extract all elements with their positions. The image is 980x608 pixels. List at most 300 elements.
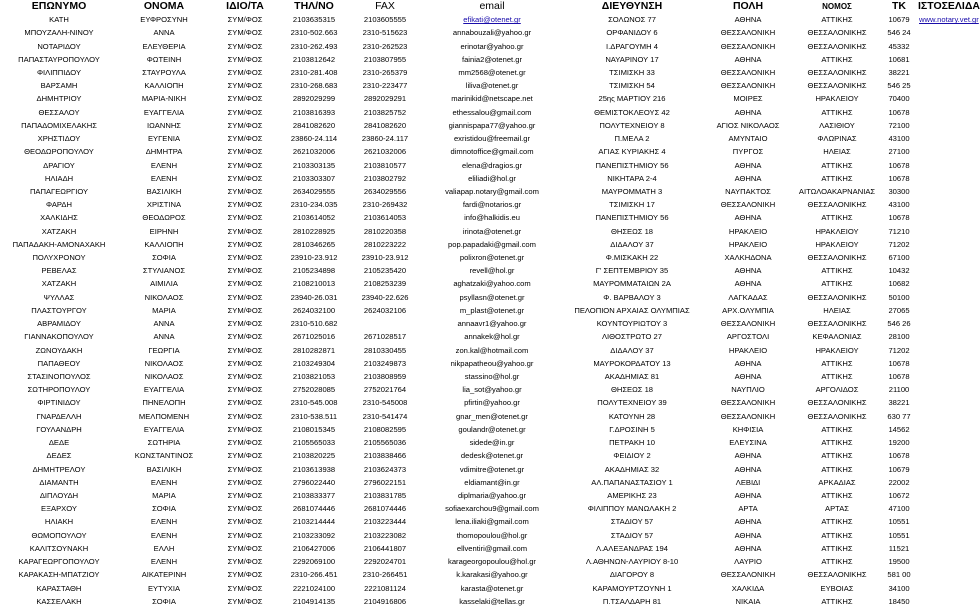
cell-fax[interactable]: 2310-545008 [362,398,408,408]
cell-prefecture[interactable]: ΘΕΣΣΑΛΟΝΙΚΗΣ [807,253,867,263]
cell-name[interactable]: ΕΛΕΝΗ [150,173,178,183]
cell-city[interactable]: ΑΘΗΝΑ [734,358,762,368]
cell-website[interactable] [918,555,960,568]
cell-address[interactable]: Λ.ΑΘΗΝΩΝ-ΛΑΥΡΙΟΥ 8-10 [585,557,679,567]
cell-surname[interactable]: ΠΑΠΑΘΕΟΥ [37,358,81,368]
cell-fax[interactable]: 2106441807 [363,543,407,553]
cell-phone[interactable]: 2841082620 [292,120,336,130]
cell-prefecture[interactable]: ΘΕΣΣΑΛΟΝΙΚΗΣ [807,81,867,91]
cell-city[interactable]: ΧΑΛΚΗΔΟΝΑ [724,253,772,263]
cell-profession[interactable]: ΣΥΜ/ΦΟΣ [227,279,263,289]
cell-website[interactable] [918,436,960,449]
cell-profession[interactable]: ΣΥΜ/ΦΟΣ [227,411,263,421]
cell-postcode[interactable]: 546 25 [887,81,911,91]
cell-surname[interactable]: ΔΕΔΕΣ [46,451,72,461]
col-header-website[interactable]: ΙΣΤΟΣΕΛΙΔΑ [918,0,980,12]
cell-postcode[interactable]: 72100 [888,120,910,130]
cell-city[interactable]: ΑΘΗΝΑ [734,15,762,25]
cell-phone[interactable]: 2671025016 [292,332,336,342]
cell-surname[interactable]: ΗΛΙΑΔΗ [44,173,74,183]
cell-address[interactable]: ΚΑΤΟΥΝΗ 28 [608,411,656,421]
cell-email[interactable]: sofiaexarchou9@gmail.com [445,504,539,514]
cell-address[interactable]: ΣΟΛΩΝΟΣ 77 [608,15,656,25]
cell-prefecture[interactable]: ΑΤΤΙΚΗΣ [821,372,853,382]
cell-postcode[interactable]: 10678 [888,160,910,170]
cell-city[interactable]: ΑΡΓΟΣΤΟΛΙ [726,332,770,342]
cell-profession[interactable]: ΣΥΜ/ΦΟΣ [227,134,263,144]
cell-fax[interactable]: 2103807955 [363,54,407,64]
cell-profession[interactable]: ΣΥΜ/ΦΟΣ [227,398,263,408]
cell-fax[interactable]: 2892029291 [363,94,407,104]
cell-website[interactable] [918,423,960,436]
cell-phone[interactable]: 2310-510.682 [290,319,338,329]
cell-profession[interactable]: ΣΥΜ/ΦΟΣ [227,504,263,514]
cell-surname[interactable]: ΒΑΡΣΑΜΗ [40,81,78,91]
cell-prefecture[interactable]: ΘΕΣΣΑΛΟΝΙΚΗΣ [807,200,867,210]
cell-prefecture[interactable]: ΑΤΤΙΚΗΣ [821,451,853,461]
cell-email[interactable]: dedesk@otenet.gr [460,451,524,461]
cell-postcode[interactable]: 71210 [888,226,910,236]
cell-fax[interactable]: 2310-262523 [362,41,408,51]
cell-surname[interactable]: ΜΠΟΥΖΑΛΗ-ΝΙΝΟΥ [24,28,94,38]
cell-address[interactable]: ΜΑΥΡΟΚΟΡΔΑΤΟΥ 13 [593,358,671,368]
cell-postcode[interactable]: 10678 [888,372,910,382]
cell-surname[interactable]: ΚΑΣΣΕΛΑΚΗ [36,596,82,606]
cell-fax[interactable]: 2310-541474 [362,411,408,421]
cell-name[interactable]: ΕΥΦΡΟΣΥΝΗ [140,15,188,25]
cell-prefecture[interactable]: ΑΤΤΙΚΗΣ [821,424,853,434]
cell-fax[interactable]: 23860-24.117 [361,134,409,144]
cell-website[interactable] [918,53,960,66]
cell-website[interactable] [918,238,960,251]
cell-website[interactable] [918,357,960,370]
cell-fax[interactable]: 2103831785 [363,490,407,500]
cell-email[interactable]: pfirtin@yahoo.gr [464,398,520,408]
cell-website[interactable] [918,476,960,489]
cell-name[interactable]: ΙΩΑΝΝΗΣ [147,120,181,130]
cell-address[interactable]: Ι.ΔΡΑΓΟΥΜΗ 4 [606,41,658,51]
cell-surname[interactable]: ΦΙΡΤΙΝΙΔΟΥ [37,398,81,408]
cell-profession[interactable]: ΣΥΜ/ΦΟΣ [227,54,263,64]
cell-prefecture[interactable]: ΕΥΒΟΙΑΣ [820,583,854,593]
cell-surname[interactable]: ΚΑΛΙΤΣΟΥΝΑΚΗ [29,543,89,553]
cell-prefecture[interactable]: ΑΡΓΟΛΙΔΟΣ [815,385,859,395]
cell-phone[interactable]: 2106427006 [292,543,336,553]
cell-email[interactable]: goulandr@otenet.gr [458,424,526,434]
cell-phone[interactable]: 2810228925 [292,226,336,236]
cell-address[interactable]: ΠΕΤΡΑΚΗ 10 [609,438,655,448]
cell-profession[interactable]: ΣΥΜ/ΦΟΣ [227,81,263,91]
cell-name[interactable]: ΕΛΕΝΗ [150,557,178,567]
cell-address[interactable]: ΟΡΦΑΝΙΔΟΥ 6 [606,28,658,38]
col-header-fax[interactable]: FAX [375,0,395,12]
cell-address[interactable]: ΤΣΙΜΙΣΚΗ 54 [609,81,655,91]
cell-surname[interactable]: ΔΙΑΜΑΝΤΗ [39,477,79,487]
cell-website[interactable] [918,251,960,264]
cell-surname[interactable]: ΘΕΣΣΑΛΟΥ [38,107,80,117]
cell-phone[interactable]: 2621032006 [292,147,336,157]
cell-prefecture[interactable]: ΑΤΤΙΚΗΣ [821,213,853,223]
cell-website[interactable] [918,489,960,502]
cell-phone[interactable]: 2796022440 [292,477,336,487]
cell-phone[interactable]: 2108210013 [292,279,336,289]
cell-email[interactable]: eldiamant@in.gr [464,477,520,487]
cell-prefecture[interactable]: ΗΡΑΚΛΕΙΟΥ [815,345,859,355]
cell-fax[interactable]: 2103223082 [363,530,407,540]
cell-email[interactable]: diplmaria@yahoo.gr [457,490,527,500]
cell-fax[interactable]: 2310-515623 [362,28,408,38]
cell-postcode[interactable]: 45332 [888,41,910,51]
cell-postcode[interactable]: 10678 [888,173,910,183]
cell-profession[interactable]: ΣΥΜ/ΦΟΣ [227,213,263,223]
cell-city[interactable]: ΑΘΗΝΑ [734,266,762,276]
cell-fax[interactable] [348,317,422,330]
cell-website[interactable] [918,383,960,396]
cell-city[interactable]: ΛΑΓΚΑΔΑΣ [728,292,768,302]
cell-fax[interactable]: 2103825752 [363,107,407,117]
cell-address[interactable]: Φ. ΒΑΡΒΑΛΟΥ 3 [603,292,661,302]
cell-email[interactable]: liliva@otenet.gr [465,81,519,91]
cell-name[interactable]: ΒΑΣΙΛΙΚΗ [146,464,182,474]
cell-profession[interactable]: ΣΥΜ/ΦΟΣ [227,67,263,77]
cell-website[interactable] [918,317,960,330]
cell-postcode[interactable]: 27100 [888,147,910,157]
cell-phone[interactable]: 2103816393 [292,107,336,117]
cell-profession[interactable]: ΣΥΜ/ΦΟΣ [227,543,263,553]
cell-website[interactable] [918,119,960,132]
cell-address[interactable]: Λ.ΑΛΕΞΑΝΔΡΑΣ 194 [596,543,668,553]
cell-email[interactable]: annakek@hol.gr [464,332,520,342]
cell-fax[interactable]: 2104916806 [363,596,407,606]
cell-email[interactable]: ellventiri@gmail.com [456,543,528,553]
cell-phone[interactable]: 2681074446 [292,504,336,514]
cell-city[interactable]: ΘΕΣΣΑΛΟΝΙΚΗ [720,41,776,51]
cell-fax[interactable]: 23910-23.912 [361,253,409,263]
cell-prefecture[interactable]: ΘΕΣΣΑΛΟΝΙΚΗΣ [807,67,867,77]
cell-surname[interactable]: ΚΑΡΑΣΤΑΘΗ [36,583,82,593]
cell-name[interactable]: ΜΑΡΙΑ [152,305,176,315]
cell-prefecture[interactable]: ΘΕΣΣΑΛΟΝΙΚΗΣ [807,411,867,421]
cell-address[interactable]: Φ.ΜΙΣΚΑΚΗ 22 [605,253,659,263]
cell-name[interactable]: ΕΛΕΝΗ [150,477,178,487]
cell-email[interactable]: marinikid@netscape.net [451,94,533,104]
cell-address[interactable]: ΤΣΙΜΙΣΚΗ 33 [609,67,655,77]
cell-profession[interactable]: ΣΥΜ/ΦΟΣ [227,424,263,434]
cell-name[interactable]: ΔΗΜΗΤΡΑ [145,147,183,157]
cell-name[interactable]: ΣΟΦΙΑ [152,596,176,606]
cell-surname[interactable]: ΖΩΝΟΥΔΑΚΗ [35,345,83,355]
cell-name[interactable]: ΣΟΦΙΑ [152,504,176,514]
cell-address[interactable]: Π.ΜΕΛΑ 2 [614,134,650,144]
cell-fax[interactable]: 2681074446 [363,504,407,514]
cell-surname[interactable]: ΠΑΠΑΓΕΩΡΓΙΟΥ [29,186,89,196]
cell-postcode[interactable]: 10678 [888,107,910,117]
cell-website[interactable] [918,568,960,581]
cell-name[interactable]: ΑΙΜΙΛΙΑ [150,279,178,289]
cell-surname[interactable]: ΡΕΒΕΛΑΣ [41,266,77,276]
cell-phone[interactable]: 2221024100 [292,583,336,593]
cell-postcode[interactable]: 38221 [888,67,910,77]
cell-email[interactable]: nikpapatheou@yahoo.gr [450,358,534,368]
cell-profession[interactable]: ΣΥΜ/ΦΟΣ [227,464,263,474]
cell-address[interactable]: ΠΟΛΥΤΕΧΝΕΙΟΥ 39 [597,398,667,408]
cell-city[interactable]: ΘΕΣΣΑΛΟΝΙΚΗ [720,411,776,421]
cell-email[interactable]: ethessalou@gmail.com [452,107,532,117]
cell-name[interactable]: ΕΛΕΝΗ [150,517,178,527]
cell-name[interactable]: ΝΙΚΟΛΑΟΣ [144,358,184,368]
cell-prefecture[interactable]: ΑΤΤΙΚΗΣ [821,266,853,276]
cell-phone[interactable]: 2310-545.008 [290,398,338,408]
col-header-profession[interactable]: ΙΔΙΟ/ΤΑ [226,0,264,12]
cell-name[interactable]: ΕΥΑΓΓΕΛΙΑ [143,385,185,395]
cell-website[interactable] [918,304,960,317]
cell-address[interactable]: ΦΕΙΔΙΟΥ 2 [613,451,651,461]
cell-surname[interactable]: ΘΩΜΟΠΟΥΛΟΥ [31,530,87,540]
cell-postcode[interactable]: 630 77 [887,411,911,421]
cell-name[interactable]: ΕΛΕΝΗ [150,530,178,540]
cell-website[interactable] [918,542,960,555]
cell-profession[interactable]: ΣΥΜ/ΦΟΣ [227,15,263,25]
cell-profession[interactable]: ΣΥΜ/ΦΟΣ [227,557,263,567]
cell-surname[interactable]: ΠΑΠΑΔΑΚΗ-ΑΜΟΝΑΧΑΚΗ [12,239,106,249]
cell-website[interactable] [918,343,960,356]
col-header-prefecture[interactable]: ΝΟΜΟΣ [822,2,852,11]
cell-city[interactable]: ΧΑΛΚΙΔΑ [731,583,765,593]
cell-phone[interactable]: 2752028085 [292,385,336,395]
cell-website[interactable]: www.notary.vet.gr [919,15,979,25]
cell-surname[interactable]: ΕΞΑΡΧΟΥ [41,504,77,514]
cell-city[interactable]: ΑΘΗΝΑ [734,372,762,382]
cell-phone[interactable]: 2310-502.663 [290,28,338,38]
cell-address[interactable]: ΔΙΔΑΛΟΥ 37 [610,239,654,249]
cell-fax[interactable]: 2671028517 [363,332,407,342]
cell-phone[interactable]: 2310-234.035 [290,200,338,210]
col-header-phone[interactable]: ΤΗΛ/ΝΟ [294,0,334,12]
cell-postcode[interactable]: 10679 [888,15,910,25]
cell-fax[interactable]: 2634029556 [363,186,407,196]
cell-email[interactable]: kasselaki@tellas.gr [459,596,525,606]
cell-city[interactable]: ΘΕΣΣΑΛΟΝΙΚΗ [720,200,776,210]
cell-postcode[interactable]: 67100 [888,253,910,263]
cell-email[interactable]: k.karakasi@yahoo.gr [456,570,528,580]
cell-phone[interactable]: 2108015345 [292,424,336,434]
cell-city[interactable]: ΘΕΣΣΑΛΟΝΙΚΗ [720,570,776,580]
cell-address[interactable]: ΣΤΑΔΙΟΥ 57 [610,530,654,540]
cell-name[interactable]: ΑΝΝΑ [153,28,175,38]
cell-city[interactable]: ΗΡΑΚΛΕΙΟ [728,239,768,249]
cell-address[interactable]: ΜΑΥΡΟΜΜΑΤΑΙΩΝ 2Α [593,279,671,289]
cell-address[interactable]: ΝΑΥΑΡΙΝΟΥ 17 [605,54,659,64]
cell-surname[interactable]: ΓΟΥΛΑΝΔΡΗ [36,424,82,434]
cell-city[interactable]: ΠΥΡΓΟΣ [732,147,764,157]
cell-city[interactable]: ΑΘΗΝΑ [734,173,762,183]
cell-profession[interactable]: ΣΥΜ/ΦΟΣ [227,147,263,157]
cell-postcode[interactable]: 10682 [888,279,910,289]
cell-phone[interactable]: 23940-26.031 [290,292,338,302]
cell-email[interactable]: elena@dragios.gr [461,160,523,170]
cell-name[interactable]: ΣΤΥΛΙΑΝΟΣ [142,266,186,276]
cell-fax[interactable]: 2810220358 [363,226,407,236]
cell-profession[interactable]: ΣΥΜ/ΦΟΣ [227,266,263,276]
cell-prefecture[interactable]: ΗΡΑΚΛΕΙΟΥ [815,226,859,236]
cell-phone[interactable]: 2103821053 [292,372,336,382]
cell-website[interactable] [918,410,960,423]
cell-fax[interactable]: 2108082595 [363,424,407,434]
cell-city[interactable]: ΑΘΗΝΑ [734,160,762,170]
cell-website[interactable] [918,211,960,224]
cell-prefecture[interactable]: ΑΤΤΙΚΗΣ [821,173,853,183]
cell-name[interactable]: ΕΥΓΕΝΙΑ [147,134,181,144]
cell-website[interactable] [918,39,960,52]
cell-phone[interactable]: 2103613938 [292,464,336,474]
cell-phone[interactable]: 2103303135 [292,160,336,170]
cell-fax[interactable]: 2624032106 [363,305,407,315]
cell-address[interactable]: ΑΓΙΑΣ ΚΥΡΙΑΚΗΣ 4 [598,147,666,157]
cell-fax[interactable]: 2310-223477 [362,81,408,91]
cell-surname[interactable]: ΠΑΠΑΔΟΜΙΧΕΛΑΚΗΣ [21,120,97,130]
cell-city[interactable]: ΗΡΑΚΛΕΙΟ [728,226,768,236]
cell-email[interactable]: fainia2@otenet.gr [461,54,523,64]
cell-profession[interactable]: ΣΥΜ/ΦΟΣ [227,239,263,249]
cell-city[interactable]: ΑΘΗΝΑ [734,517,762,527]
cell-email[interactable]: efikati@otenet.gr [463,15,521,25]
cell-city[interactable]: ΗΡΑΚΛΕΙΟ [728,345,768,355]
cell-address[interactable]: ΠΑΝΕΠΙΣΤΗΜΙΟΥ 56 [595,213,669,223]
cell-name[interactable]: ΧΡΙΣΤΙΝΑ [146,200,182,210]
cell-postcode[interactable]: 38221 [888,398,910,408]
cell-postcode[interactable]: 19500 [888,557,910,567]
cell-fax[interactable]: 2103249873 [363,358,407,368]
cell-city[interactable]: ΕΛΕΥΣΙΝΑ [729,438,767,448]
cell-city[interactable]: ΝΑΥΠΛΙΟ [731,385,765,395]
cell-website[interactable] [918,330,960,343]
cell-address[interactable]: ΚΑΡΑΜΟΥΡΤΖΟΥΝΗ 1 [592,583,672,593]
cell-fax[interactable]: 2621032006 [363,147,407,157]
cell-city[interactable]: ΑΜΥΝΤΑΙΟ [728,134,768,144]
cell-email[interactable]: giannispapa77@yahoo.gr [448,120,536,130]
cell-fax[interactable]: 2105565036 [363,438,407,448]
cell-fax[interactable]: 2103223444 [363,517,407,527]
cell-email[interactable]: vdimitre@otenet.gr [459,464,525,474]
cell-surname[interactable]: ΠΛΑΣΤΟΥΡΓΟΥ [31,305,87,315]
cell-name[interactable]: ΦΩΤΕΙΝΗ [146,54,182,64]
cell-email[interactable]: m_plast@otenet.gr [459,305,525,315]
cell-city[interactable]: ΑΘΗΝΑ [734,213,762,223]
cell-phone[interactable]: 2103249304 [292,358,336,368]
cell-city[interactable]: ΘΕΣΣΑΛΟΝΙΚΗ [720,28,776,38]
cell-email[interactable]: annabouzali@yahoo.gr [452,28,532,38]
cell-fax[interactable]: 2103808959 [363,372,407,382]
cell-prefecture[interactable]: ΘΕΣΣΑΛΟΝΙΚΗΣ [807,570,867,580]
cell-prefecture[interactable]: ΗΡΑΚΛΕΙΟΥ [815,239,859,249]
cell-fax[interactable]: 2221081124 [364,583,406,593]
cell-profession[interactable]: ΣΥΜ/ΦΟΣ [227,477,263,487]
cell-prefecture[interactable]: ΑΤΤΙΚΗΣ [821,15,853,25]
cell-surname[interactable]: ΔΗΜΗΤΡΕΛΟΥ [32,464,86,474]
cell-surname[interactable]: ΧΑΛΚΙΔΗΣ [40,213,78,223]
cell-postcode[interactable]: 50100 [888,292,910,302]
cell-city[interactable]: ΑΘΗΝΑ [734,543,762,553]
cell-website[interactable] [918,370,960,383]
cell-address[interactable]: ΑΚΑΔΗΜΙΑΣ 81 [604,372,660,382]
cell-surname[interactable]: ΦΑΡΔΗ [46,200,72,210]
cell-city[interactable]: ΑΘΗΝΑ [734,107,762,117]
cell-email[interactable]: pop.papadaki@gmail.com [448,239,536,249]
cell-postcode[interactable]: 14562 [888,424,910,434]
cell-email[interactable]: valiapap.notary@gmail.com [445,186,539,196]
cell-name[interactable]: ΑΝΝΑ [153,332,175,342]
cell-profession[interactable]: ΣΥΜ/ΦΟΣ [227,292,263,302]
cell-surname[interactable]: ΦΙΛΙΠΠΙΔΟΥ [36,67,82,77]
cell-postcode[interactable]: 546 26 [887,319,911,329]
cell-address[interactable]: ΔΙΔΑΛΟΥ 37 [610,345,654,355]
cell-city[interactable]: ΑΘΗΝΑ [734,279,762,289]
cell-profession[interactable]: ΣΥΜ/ΦΟΣ [227,94,263,104]
cell-surname[interactable]: ΚΑΡΑΚΑΣΗ-ΜΠΑΤΖΙΟΥ [18,570,100,580]
cell-postcode[interactable]: 10432 [888,266,910,276]
cell-surname[interactable]: ΨΥΛΛΑΣ [43,292,75,302]
cell-address[interactable]: ΑΛ.ΠΑΠΑΝΑΣΤΑΣΙΟΥ 1 [591,477,673,487]
cell-city[interactable]: ΘΕΣΣΑΛΟΝΙΚΗ [720,319,776,329]
cell-fax[interactable]: 2810330455 [363,345,407,355]
cell-city[interactable]: ΑΡΧ.ΟΛΥΜΠΙΑ [722,305,774,315]
cell-surname[interactable]: ΧΑΤΖΑΚΗ [41,226,77,236]
cell-phone[interactable]: 2310-266.451 [290,570,338,580]
cell-email[interactable]: lena.iliaki@gmail.com [455,517,529,527]
cell-prefecture[interactable]: ΑΙΤΩΛΟΑΚΑΡΝΑΝΙΑΣ [798,186,876,196]
cell-surname[interactable]: ΔΙΠΛΟΥΔΗ [39,490,79,500]
cell-postcode[interactable]: 27065 [888,305,910,315]
cell-fax[interactable]: 2752021764 [363,385,407,395]
cell-name[interactable]: ΜΑΡΙΑ-ΝΙΚΗ [141,94,187,104]
cell-prefecture[interactable]: ΗΛΕΙΑΣ [823,305,851,315]
cell-fax[interactable]: 2310-265379 [362,67,408,77]
cell-prefecture[interactable]: ΦΛΩΡΙΝΑΣ [817,134,857,144]
cell-email[interactable]: revell@hol.gr [469,266,515,276]
cell-city[interactable]: ΚΗΦΙΣΙΑ [732,424,764,434]
cell-surname[interactable]: ΠΟΛΥΧΡΟΝΟΥ [32,253,86,263]
cell-website[interactable] [918,132,960,145]
cell-phone[interactable]: 2624032100 [292,305,336,315]
cell-city[interactable]: ΜΟΙΡΕΣ [733,94,763,104]
cell-website[interactable] [918,396,960,409]
cell-postcode[interactable]: 10678 [888,213,910,223]
cell-city[interactable]: ΑΘΗΝΑ [734,464,762,474]
cell-website[interactable] [918,515,960,528]
cell-profession[interactable]: ΣΥΜ/ΦΟΣ [227,160,263,170]
cell-phone[interactable]: 2103833377 [292,490,336,500]
cell-website[interactable] [918,185,960,198]
cell-prefecture[interactable]: ΑΤΤΙΚΗΣ [821,490,853,500]
cell-email[interactable]: annaavr1@yahoo.gr [457,319,527,329]
cell-phone[interactable]: 2104914135 [292,596,336,606]
cell-prefecture[interactable]: ΘΕΣΣΑΛΟΝΙΚΗΣ [807,41,867,51]
cell-prefecture[interactable]: ΑΤΤΙΚΗΣ [821,530,853,540]
cell-address[interactable]: ΑΜΕΡΙΚΗΣ 23 [607,490,657,500]
cell-phone[interactable]: 2105234898 [292,266,336,276]
cell-prefecture[interactable]: ΑΡΚΑΔΙΑΣ [818,477,856,487]
cell-name[interactable]: ΒΑΣΙΛΙΚΗ [146,186,182,196]
cell-address[interactable]: ΣΤΑΔΙΟΥ 57 [610,517,654,527]
cell-profession[interactable]: ΣΥΜ/ΦΟΣ [227,451,263,461]
cell-prefecture[interactable]: ΑΤΤΙΚΗΣ [821,54,853,64]
cell-city[interactable]: ΑΘΗΝΑ [734,54,762,64]
cell-address[interactable]: 25ης ΜΑΡΤΙΟΥ 216 [598,94,666,104]
cell-fax[interactable]: 23940-22.626 [361,292,409,302]
cell-fax[interactable]: 2841082620 [363,120,407,130]
cell-surname[interactable]: ΚΑΤΗ [49,15,69,25]
cell-postcode[interactable]: 43100 [888,134,910,144]
